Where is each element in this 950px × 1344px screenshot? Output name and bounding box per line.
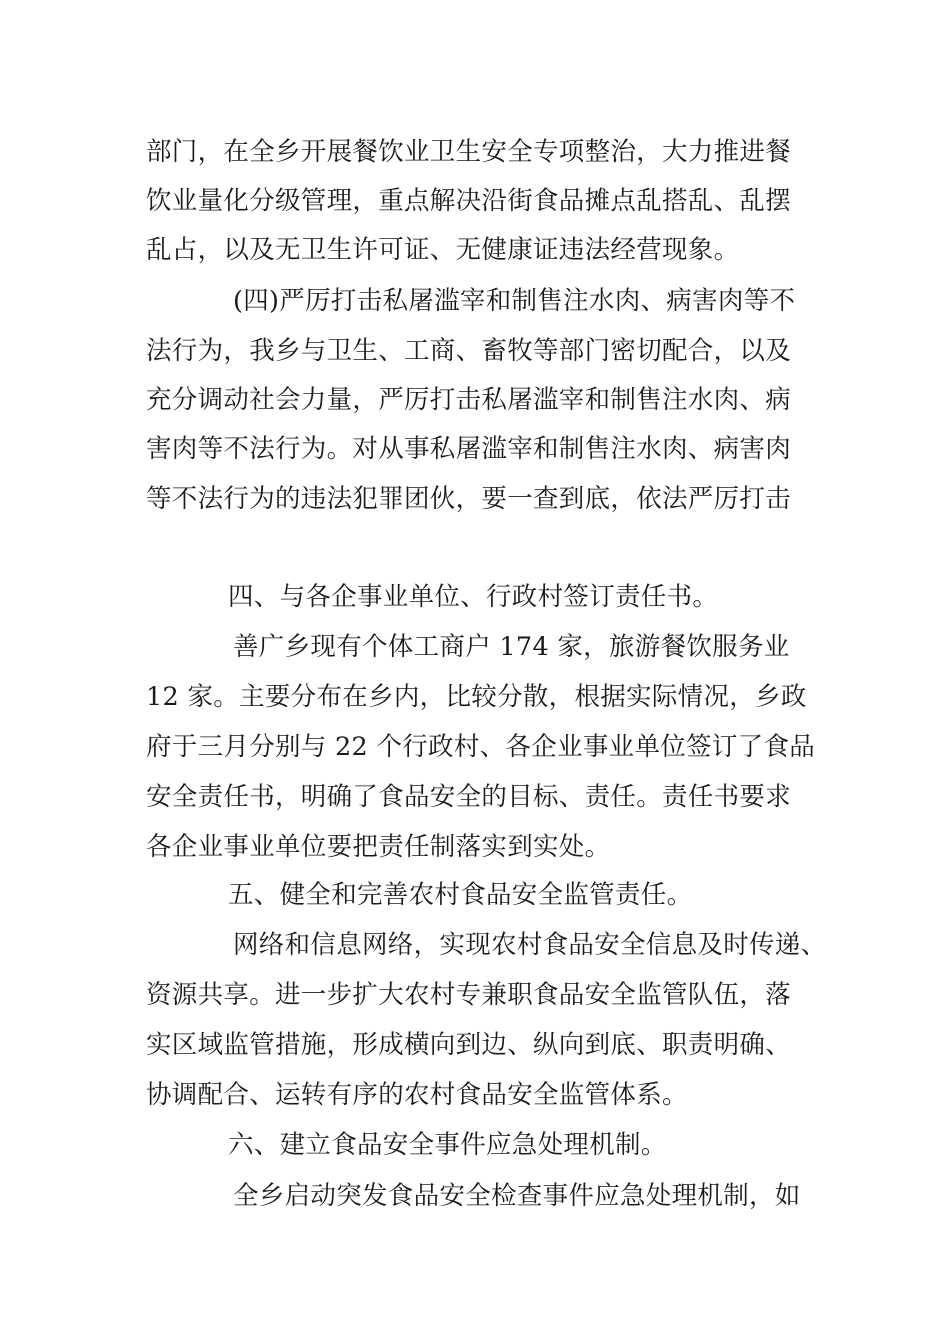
section-heading-5: 五、健全和完善农村食品安全监管责任。: [228, 880, 693, 910]
text-line: 乱占，以及无卫生许可证、无健康证违法经营现象。: [146, 235, 740, 265]
section-heading-6: 六、建立食品安全事件应急处理机制。: [228, 1130, 667, 1160]
text-line: 害肉等不法行为。对从事私屠滥宰和制售注水肉、病害肉: [146, 434, 792, 464]
paragraph-start: 网络和信息网络，实现农村食品安全信息及时传递、: [233, 930, 827, 960]
text-line: 等不法行为的违法犯罪团伙，要一查到底，依法严厉打击: [146, 484, 792, 514]
paragraph-start: 善广乡现有个体工商户 174 家，旅游餐饮服务业: [233, 632, 790, 662]
text-line: 实区域监管措施，形成横向到边、纵向到底、职责明确、: [146, 1030, 792, 1060]
text-line: 充分调动社会力量，严厉打击私屠滥宰和制售注水肉、病: [146, 385, 792, 415]
text-line: 饮业量化分级管理，重点解决沿街食品摊点乱搭乱、乱摆: [146, 186, 792, 216]
section-heading-4: 四、与各企事业单位、行政村签订责任书。: [228, 582, 719, 612]
text-line: 12 家。主要分布在乡内，比较分散，根据实际情况，乡政: [146, 682, 807, 712]
text-line: 各企业事业单位要把责任制落实到实处。: [146, 832, 611, 862]
text-line: 府于三月分别与 22 个行政村、各企业事业单位签订了食品: [146, 732, 816, 762]
paragraph-start: 全乡启动突发食品安全检查事件应急处理机制，如: [233, 1181, 801, 1211]
text-line: 资源共享。进一步扩大农村专兼职食品安全监管队伍，落: [146, 980, 792, 1010]
text-line: 法行为，我乡与卫生、工商、畜牧等部门密切配合，以及: [146, 336, 792, 366]
text-line: 协调配合、运转有序的农村食品安全监管体系。: [146, 1080, 688, 1110]
text-line: 安全责任书，明确了食品安全的目标、责任。责任书要求: [146, 782, 792, 812]
section-heading-4-paren: (四)严厉打击私屠滥宰和制售注水肉、病害肉等不: [233, 286, 796, 316]
text-line: 部门，在全乡开展餐饮业卫生安全专项整治，大力推进餐: [146, 137, 792, 167]
